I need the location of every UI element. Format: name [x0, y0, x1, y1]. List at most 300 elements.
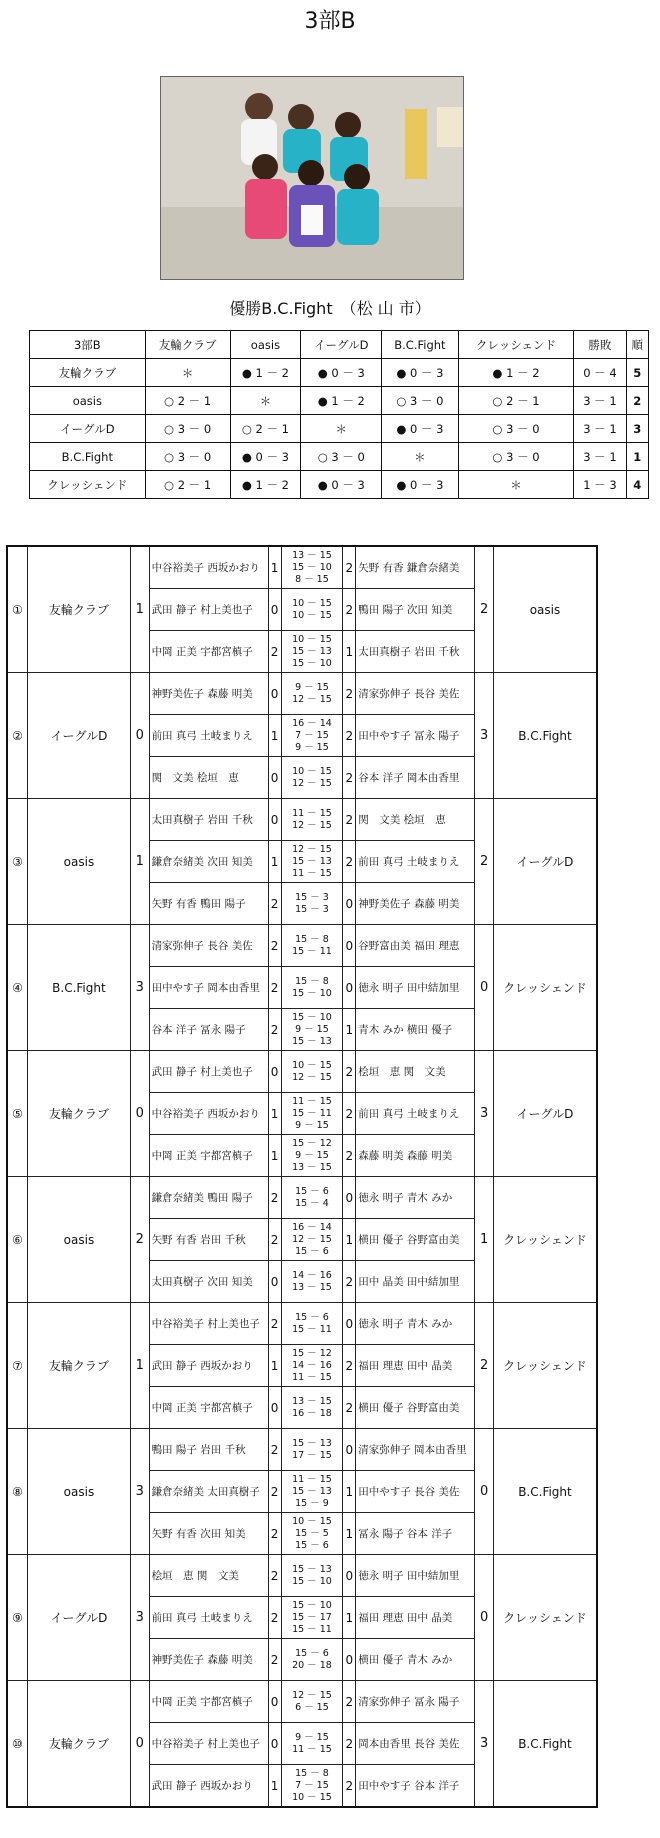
right-games-won: 0 [343, 967, 356, 1009]
left-pair: 武田 静子 西坂かおり [149, 1345, 268, 1387]
match-game-row [7, 1177, 597, 1219]
game-scores [281, 1093, 343, 1135]
right-team-score: 0 [475, 1429, 494, 1555]
standings-cell: 3 － 1 [574, 387, 626, 415]
left-games-won: 1 [268, 715, 281, 757]
left-pair: 武田 静子 村上美也子 [149, 1051, 268, 1093]
right-games-won: 1 [343, 1513, 356, 1555]
left-games-won: 0 [268, 1261, 281, 1303]
right-games-won: 1 [343, 1219, 356, 1261]
game-scores [281, 1261, 343, 1303]
left-pair: 清家弥伸子 長谷 美佐 [149, 925, 268, 967]
right-games-won: 1 [343, 1597, 356, 1639]
match-results-table [6, 545, 598, 1808]
right-pair: 横田 優子 青木 みか [356, 1639, 475, 1681]
right-games-won: 0 [343, 1429, 356, 1471]
game-score: 15 － 13 [292, 645, 332, 657]
left-pair: 前田 真弓 土岐まりえ [149, 715, 268, 757]
game-scores [281, 1513, 343, 1555]
game-score: 9 － 15 [295, 741, 329, 753]
game-score: 15 － 17 [292, 1611, 332, 1623]
right-games-won: 2 [343, 1765, 356, 1808]
right-pair: 清家弥伸子 岡本由香里 [356, 1429, 475, 1471]
game-score: 15 － 3 [295, 891, 329, 903]
right-games-won: 2 [343, 1723, 356, 1765]
standings-team-name: 友輪クラブ [30, 359, 146, 387]
game-scores [281, 1135, 343, 1177]
standings-cell: 5 [626, 359, 648, 387]
right-team-name: クレッシェンド [493, 925, 597, 1051]
right-games-won: 0 [343, 883, 356, 925]
match-number: ③ [7, 799, 27, 925]
game-score: 16 － 18 [292, 1407, 332, 1419]
game-score: 15 － 13 [292, 1437, 332, 1449]
standings-team-name: B.C.Fight [30, 443, 146, 471]
right-team-score: 2 [475, 1303, 494, 1429]
game-score: 10 － 15 [292, 765, 332, 777]
game-score: 15 － 8 [295, 975, 329, 987]
left-games-won: 0 [268, 1387, 281, 1429]
game-scores [281, 589, 343, 631]
right-games-won: 2 [343, 1261, 356, 1303]
game-score: 10 － 15 [292, 1791, 332, 1803]
left-pair: 中岡 正美 宇都宮槙子 [149, 1387, 268, 1429]
left-team-score: 0 [130, 1681, 149, 1808]
game-score: 9 － 15 [295, 1119, 329, 1131]
left-pair: 中谷裕美子 村上美也子 [149, 1303, 268, 1345]
right-pair: 桧垣 恵 関 文美 [356, 1051, 475, 1093]
left-team-score: 3 [130, 1555, 149, 1681]
left-pair: 中岡 正美 宇都宮槙子 [149, 1681, 268, 1723]
left-pair: 関 文美 桧垣 恵 [149, 757, 268, 799]
left-team-name: 友輪クラブ [27, 546, 130, 673]
match-number: ① [7, 546, 27, 673]
game-score: 12 － 15 [292, 693, 332, 705]
match-game-row [7, 1303, 597, 1345]
right-pair: 横田 優子 谷野富由美 [356, 1387, 475, 1429]
left-team-score: 0 [130, 673, 149, 799]
game-score: 15 － 6 [295, 1185, 329, 1197]
standings-cell: ＊ [301, 415, 382, 443]
match-number: ⑥ [7, 1177, 27, 1303]
right-pair: 徳永 明子 田中結加里 [356, 967, 475, 1009]
game-scores [281, 546, 343, 589]
standings-team-name: oasis [30, 387, 146, 415]
left-team-name: 友輪クラブ [27, 1051, 130, 1177]
game-score: 15 － 6 [295, 1311, 329, 1323]
left-games-won: 0 [268, 589, 281, 631]
game-score: 15 － 10 [292, 987, 332, 999]
standings-header-cell: 勝敗 [574, 331, 626, 359]
game-score: 15 － 13 [292, 855, 332, 867]
standings-cell: ○ 2 － 1 [145, 387, 230, 415]
right-pair: 清家弥伸子 長谷 美佐 [356, 673, 475, 715]
right-pair: 関 文美 桧垣 恵 [356, 799, 475, 841]
game-score: 10 － 15 [292, 1059, 332, 1071]
left-games-won: 0 [268, 799, 281, 841]
game-score: 15 － 4 [295, 1197, 329, 1209]
game-score: 12 － 15 [292, 843, 332, 855]
right-team-score: 1 [475, 1177, 494, 1303]
left-pair: 谷本 洋子 冨永 陽子 [149, 1009, 268, 1051]
game-score: 15 － 9 [295, 1497, 329, 1509]
game-scores [281, 715, 343, 757]
left-team-name: oasis [27, 1177, 130, 1303]
game-score: 15 － 13 [292, 1563, 332, 1575]
standings-row [30, 359, 649, 387]
left-pair: 神野美佐子 森藤 明美 [149, 673, 268, 715]
right-pair: 横田 優子 谷野富由美 [356, 1219, 475, 1261]
right-pair: 福田 理恵 田中 晶美 [356, 1597, 475, 1639]
right-team-score: 0 [475, 1555, 494, 1681]
right-games-won: 1 [343, 1009, 356, 1051]
right-team-score: 2 [475, 546, 494, 673]
left-pair: 中谷裕美子 西坂かおり [149, 546, 268, 589]
standings-cell: 3 － 1 [574, 415, 626, 443]
left-games-won: 2 [268, 1429, 281, 1471]
team-photo [160, 76, 464, 280]
standings-cell: 0 － 4 [574, 359, 626, 387]
left-pair: 武田 静子 西坂かおり [149, 1765, 268, 1808]
match-number: ④ [7, 925, 27, 1051]
game-score: 16 － 14 [292, 717, 332, 729]
left-team-score: 2 [130, 1177, 149, 1303]
left-games-won: 2 [268, 1513, 281, 1555]
right-pair: 田中やす子 長谷 美佐 [356, 1471, 475, 1513]
right-games-won: 2 [343, 1387, 356, 1429]
game-score: 20 － 18 [292, 1659, 332, 1671]
game-score: 10 － 15 [292, 1515, 332, 1527]
game-score: 13 － 15 [292, 1281, 332, 1293]
standings-cell: ● 0 － 3 [382, 471, 458, 499]
standings-row [30, 471, 649, 499]
left-pair: 神野美佐子 森藤 明美 [149, 1639, 268, 1681]
standings-cell: ○ 2 － 1 [145, 471, 230, 499]
game-score: 15 － 13 [292, 1035, 332, 1047]
standings-cell: ○ 3 － 0 [145, 443, 230, 471]
match-number: ⑤ [7, 1051, 27, 1177]
left-team-score: 1 [130, 1303, 149, 1429]
match-number: ⑧ [7, 1429, 27, 1555]
left-games-won: 2 [268, 967, 281, 1009]
standings-cell: ＊ [458, 471, 574, 499]
right-team-name: クレッシェンド [493, 1303, 597, 1429]
right-team-score: 3 [475, 1051, 494, 1177]
game-score: 11 － 15 [292, 1095, 332, 1107]
right-pair: 前田 真弓 土岐まりえ [356, 1093, 475, 1135]
game-scores [281, 1471, 343, 1513]
right-pair: 田中やす子 谷本 洋子 [356, 1765, 475, 1808]
left-team-name: oasis [27, 1429, 130, 1555]
right-games-won: 0 [343, 925, 356, 967]
standings-table [29, 330, 649, 499]
game-score: 15 － 10 [292, 1575, 332, 1587]
standings-cell: 3 － 1 [574, 443, 626, 471]
game-score: 15 － 10 [292, 1599, 332, 1611]
game-score: 11 － 15 [292, 1473, 332, 1485]
standings-cell: ● 1 － 2 [458, 359, 574, 387]
standings-cell: ＊ [230, 387, 301, 415]
right-pair: 田中 晶美 田中結加里 [356, 1261, 475, 1303]
left-games-won: 2 [268, 883, 281, 925]
standings-row [30, 387, 649, 415]
left-pair: 中谷裕美子 西坂かおり [149, 1093, 268, 1135]
game-scores [281, 841, 343, 883]
left-pair: 桧垣 恵 関 文美 [149, 1555, 268, 1597]
game-score: 13 － 15 [292, 549, 332, 561]
left-team-score: 1 [130, 546, 149, 673]
standings-header-cell: 3部B [30, 331, 146, 359]
game-scores [281, 1681, 343, 1723]
match-number: ② [7, 673, 27, 799]
game-score: 12 － 15 [292, 1233, 332, 1245]
game-scores [281, 883, 343, 925]
right-team-score: 3 [475, 1681, 494, 1808]
game-score: 9 － 15 [295, 681, 329, 693]
match-game-row [7, 1555, 597, 1597]
left-team-name: イーグルD [27, 673, 130, 799]
left-games-won: 0 [268, 1681, 281, 1723]
game-score: 9 － 15 [295, 1149, 329, 1161]
right-team-name: B.C.Fight [493, 1429, 597, 1555]
game-score: 16 － 14 [292, 1221, 332, 1233]
left-team-score: 1 [130, 799, 149, 925]
right-games-won: 2 [343, 1135, 356, 1177]
game-score: 10 － 15 [292, 633, 332, 645]
right-games-won: 0 [343, 1303, 356, 1345]
right-pair: 矢野 有香 鎌倉奈緒美 [356, 546, 475, 589]
game-score: 8 － 15 [295, 573, 329, 585]
left-pair: 田中やす子 岡本由香里 [149, 967, 268, 1009]
right-games-won: 2 [343, 1051, 356, 1093]
game-scores [281, 1723, 343, 1765]
game-score: 12 － 15 [292, 819, 332, 831]
right-games-won: 2 [343, 841, 356, 883]
match-game-row [7, 1681, 597, 1723]
game-scores [281, 673, 343, 715]
game-score: 10 － 15 [292, 609, 332, 621]
left-pair: 矢野 有香 鴨田 陽子 [149, 883, 268, 925]
right-games-won: 2 [343, 673, 356, 715]
standings-cell: ● 0 － 3 [301, 359, 382, 387]
standings-cell: ＊ [145, 359, 230, 387]
left-games-won: 2 [268, 1009, 281, 1051]
right-pair: 前田 真弓 土岐まりえ [356, 841, 475, 883]
standings-cell: ● 0 － 3 [382, 415, 458, 443]
standings-cell: ● 1 － 2 [301, 387, 382, 415]
game-score: 15 － 11 [292, 1323, 332, 1335]
right-team-score: 0 [475, 925, 494, 1051]
game-score: 17 － 15 [292, 1449, 332, 1461]
left-pair: 中岡 正美 宇都宮槙子 [149, 1135, 268, 1177]
standings-cell: ＊ [382, 443, 458, 471]
left-pair: 武田 静子 村上美也子 [149, 589, 268, 631]
left-team-name: 友輪クラブ [27, 1681, 130, 1808]
left-games-won: 1 [268, 1765, 281, 1808]
right-games-won: 2 [343, 589, 356, 631]
game-score: 14 － 16 [292, 1269, 332, 1281]
left-games-won: 0 [268, 1723, 281, 1765]
left-team-name: oasis [27, 799, 130, 925]
game-score: 15 － 11 [292, 945, 332, 957]
game-score: 7 － 15 [295, 1779, 329, 1791]
left-team-score: 3 [130, 925, 149, 1051]
game-score: 6 － 15 [295, 1701, 329, 1713]
match-game-row [7, 799, 597, 841]
standings-row [30, 443, 649, 471]
standings-cell: ○ 2 － 1 [230, 415, 301, 443]
right-team-name: イーグルD [493, 799, 597, 925]
match-game-row [7, 673, 597, 715]
left-games-won: 2 [268, 631, 281, 673]
standings-header-cell: 順 [626, 331, 648, 359]
standings-cell: 1 [626, 443, 648, 471]
left-pair: 前田 真弓 土岐まりえ [149, 1597, 268, 1639]
left-games-won: 2 [268, 1597, 281, 1639]
left-pair: 鎌倉奈緒美 次田 知美 [149, 841, 268, 883]
game-score: 14 － 16 [292, 1359, 332, 1371]
left-pair: 中谷裕美子 村上美也子 [149, 1723, 268, 1765]
game-score: 15 － 13 [292, 1485, 332, 1497]
match-number: ⑦ [7, 1303, 27, 1429]
standings-cell: ○ 3 － 0 [458, 443, 574, 471]
game-score: 15 － 6 [295, 1539, 329, 1551]
game-score: 12 － 15 [292, 777, 332, 789]
left-games-won: 2 [268, 1639, 281, 1681]
right-pair: 徳永 明子 青木 みか [356, 1303, 475, 1345]
game-score: 15 － 11 [292, 1107, 332, 1119]
game-score: 15 － 10 [292, 561, 332, 573]
right-games-won: 2 [343, 715, 356, 757]
game-scores [281, 1219, 343, 1261]
right-team-name: oasis [493, 546, 597, 673]
game-scores [281, 1387, 343, 1429]
standings-header-cell: B.C.Fight [382, 331, 458, 359]
standings-cell: 4 [626, 471, 648, 499]
left-team-name: イーグルD [27, 1555, 130, 1681]
left-games-won: 0 [268, 757, 281, 799]
left-pair: 鎌倉奈緒美 太田真樹子 [149, 1471, 268, 1513]
game-score: 15 － 12 [292, 1347, 332, 1359]
right-games-won: 2 [343, 799, 356, 841]
left-pair: 中岡 正美 宇都宮槙子 [149, 631, 268, 673]
right-pair: 岡本由香里 長谷 美佐 [356, 1723, 475, 1765]
left-pair: 矢野 有香 岩田 千秋 [149, 1219, 268, 1261]
right-team-name: クレッシェンド [493, 1177, 597, 1303]
right-team-name: クレッシェンド [493, 1555, 597, 1681]
right-pair: 田中やす子 冨永 陽子 [356, 715, 475, 757]
standings-cell: ● 1 － 2 [230, 471, 301, 499]
right-pair: 神野美佐子 森藤 明美 [356, 883, 475, 925]
right-games-won: 2 [343, 1681, 356, 1723]
left-games-won: 2 [268, 1177, 281, 1219]
right-pair: 清家弥伸子 冨永 陽子 [356, 1681, 475, 1723]
game-score: 15 － 8 [295, 1767, 329, 1779]
game-score: 15 － 10 [292, 1011, 332, 1023]
right-games-won: 0 [343, 1555, 356, 1597]
left-games-won: 2 [268, 925, 281, 967]
right-games-won: 1 [343, 631, 356, 673]
right-games-won: 0 [343, 1177, 356, 1219]
right-pair: 福田 理恵 田中 晶美 [356, 1345, 475, 1387]
right-pair: 谷野富由美 福田 理恵 [356, 925, 475, 967]
left-pair: 鎌倉奈緒美 鴨田 陽子 [149, 1177, 268, 1219]
left-games-won: 1 [268, 841, 281, 883]
game-score: 11 － 15 [292, 1371, 332, 1383]
left-pair: 矢野 有香 次田 知美 [149, 1513, 268, 1555]
left-games-won: 0 [268, 673, 281, 715]
game-score: 15 － 8 [295, 933, 329, 945]
left-pair: 太田真樹子 次田 知美 [149, 1261, 268, 1303]
match-game-row [7, 546, 597, 589]
left-games-won: 2 [268, 1303, 281, 1345]
game-scores [281, 1429, 343, 1471]
game-scores [281, 967, 343, 1009]
game-scores [281, 1555, 343, 1597]
game-scores [281, 925, 343, 967]
left-games-won: 1 [268, 1135, 281, 1177]
game-scores [281, 1639, 343, 1681]
standings-header-cell: イーグルD [301, 331, 382, 359]
right-pair: 徳永 明子 青木 みか [356, 1177, 475, 1219]
game-score: 15 － 5 [295, 1527, 329, 1539]
right-games-won: 2 [343, 757, 356, 799]
right-team-score: 3 [475, 673, 494, 799]
game-score: 15 － 12 [292, 1137, 332, 1149]
left-games-won: 2 [268, 1219, 281, 1261]
right-team-name: B.C.Fight [493, 1681, 597, 1808]
game-scores [281, 1345, 343, 1387]
game-scores [281, 1765, 343, 1808]
right-pair: 鴨田 陽子 次田 知美 [356, 589, 475, 631]
right-team-name: イーグルD [493, 1051, 597, 1177]
game-score: 9 － 15 [295, 1731, 329, 1743]
game-score: 11 － 15 [292, 1743, 332, 1755]
game-score: 7 － 15 [295, 729, 329, 741]
standings-cell: ● 1 － 2 [230, 359, 301, 387]
game-scores [281, 1597, 343, 1639]
game-score: 13 － 15 [292, 1395, 332, 1407]
right-pair: 太田真樹子 岩田 千秋 [356, 631, 475, 673]
game-scores [281, 799, 343, 841]
right-games-won: 2 [343, 1345, 356, 1387]
standings-team-name: クレッシェンド [30, 471, 146, 499]
game-score: 15 － 11 [292, 1623, 332, 1635]
left-games-won: 2 [268, 1471, 281, 1513]
game-score: 15 － 10 [292, 657, 332, 669]
left-pair: 太田真樹子 岩田 千秋 [149, 799, 268, 841]
left-games-won: 1 [268, 1345, 281, 1387]
game-score: 13 － 15 [292, 1161, 332, 1173]
right-pair: 青木 みか 横田 優子 [356, 1009, 475, 1051]
game-scores [281, 757, 343, 799]
game-scores [281, 1303, 343, 1345]
left-games-won: 0 [268, 1051, 281, 1093]
standings-cell: ○ 3 － 0 [458, 415, 574, 443]
left-games-won: 1 [268, 546, 281, 589]
game-score: 15 － 6 [295, 1647, 329, 1659]
left-pair: 鴨田 陽子 岩田 千秋 [149, 1429, 268, 1471]
game-score: 11 － 15 [292, 807, 332, 819]
standings-cell: ○ 3 － 0 [382, 387, 458, 415]
left-games-won: 2 [268, 1555, 281, 1597]
standings-cell: ● 0 － 3 [301, 471, 382, 499]
game-score: 9 － 15 [295, 1023, 329, 1035]
standings-cell: 3 [626, 415, 648, 443]
standings-header-cell: クレッシェンド [458, 331, 574, 359]
standings-cell: 2 [626, 387, 648, 415]
right-games-won: 1 [343, 1471, 356, 1513]
